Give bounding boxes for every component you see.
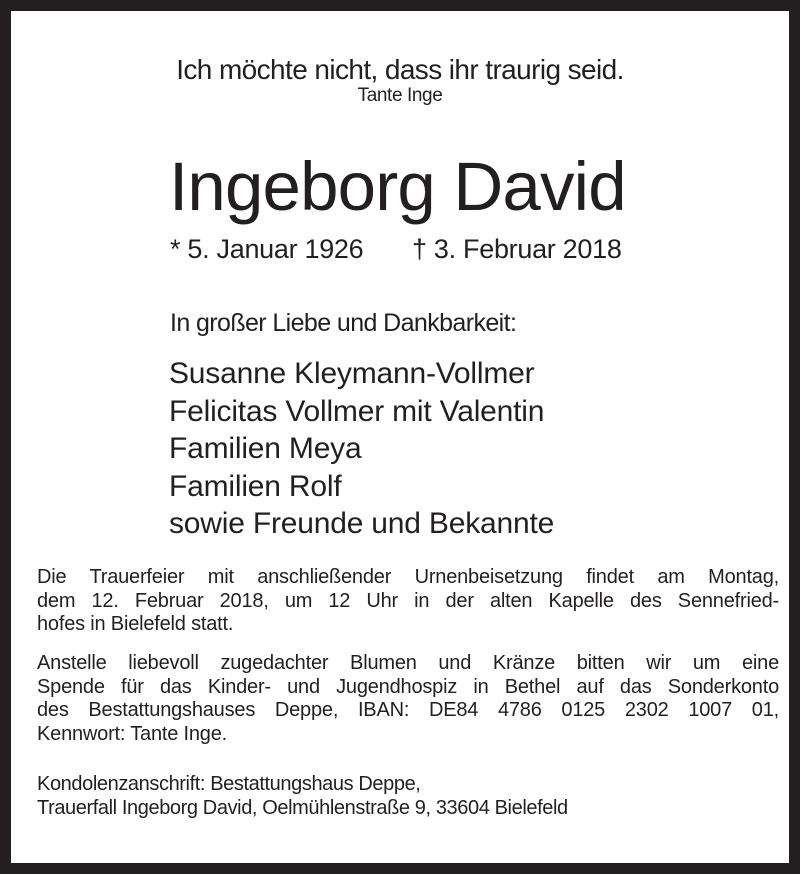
- paragraph-line: Spende für das Kinder- und Jugendhospiz in Bethel auf das Sonderkonto: [37, 675, 779, 698]
- life-dates: [170, 233, 622, 265]
- death-date: † 3. Februar 2018: [412, 234, 622, 264]
- paragraph-line: Die Trauerfeier mit anschließender Urnenbeisetzung findet am Montag,: [37, 566, 779, 588]
- paragraph-line: Kennwort: Tante Inge.: [37, 722, 228, 745]
- donation-request-paragraph: [37, 652, 779, 746]
- mourner-name: sowie Freunde und Bekannte: [169, 507, 555, 540]
- paragraph-line: Kondolenzanschrift: Bestattungshaus Deppe,: [37, 773, 421, 795]
- obituary-notice: [11, 11, 789, 863]
- mourner-name: Familien Meya: [169, 432, 362, 465]
- funeral-details-paragraph: [37, 566, 779, 637]
- paragraph-line: hofes in Bielefeld statt.: [37, 613, 234, 635]
- mourner-name: Felicitas Vollmer mit Valentin: [169, 394, 545, 428]
- deceased-name: Ingeborg David: [169, 148, 626, 225]
- mourner-name: Susanne Kleymann-Vollmer: [169, 357, 535, 390]
- condolence-address: [37, 773, 779, 820]
- paragraph-line: dem 12. Februar 2018, um 12 Uhr in der alten Kapelle des Sennefried-: [37, 589, 779, 612]
- paragraph-line: des Bestattungshauses Deppe, IBAN: DE84 4786 0125 2302 1007 01,: [37, 699, 779, 721]
- mourner-name: Familien Rolf: [169, 469, 342, 503]
- mourners-list: [169, 355, 554, 543]
- motto-quote: Ich möchte nicht, dass ihr traurig seid.: [176, 54, 624, 85]
- birth-date: * 5. Januar 1926: [170, 234, 364, 264]
- motto-author: Tante Inge: [357, 85, 443, 106]
- mourners-intro: In großer Liebe und Dankbarkeit:: [170, 309, 517, 337]
- paragraph-line: Anstelle liebevoll zugedachter Blumen und Kränze bitten wir um eine: [37, 652, 779, 674]
- paragraph-line: Trauerfall Ingeborg David, Oelmühlenstraße 9, 33604 Bielefeld: [37, 796, 568, 819]
